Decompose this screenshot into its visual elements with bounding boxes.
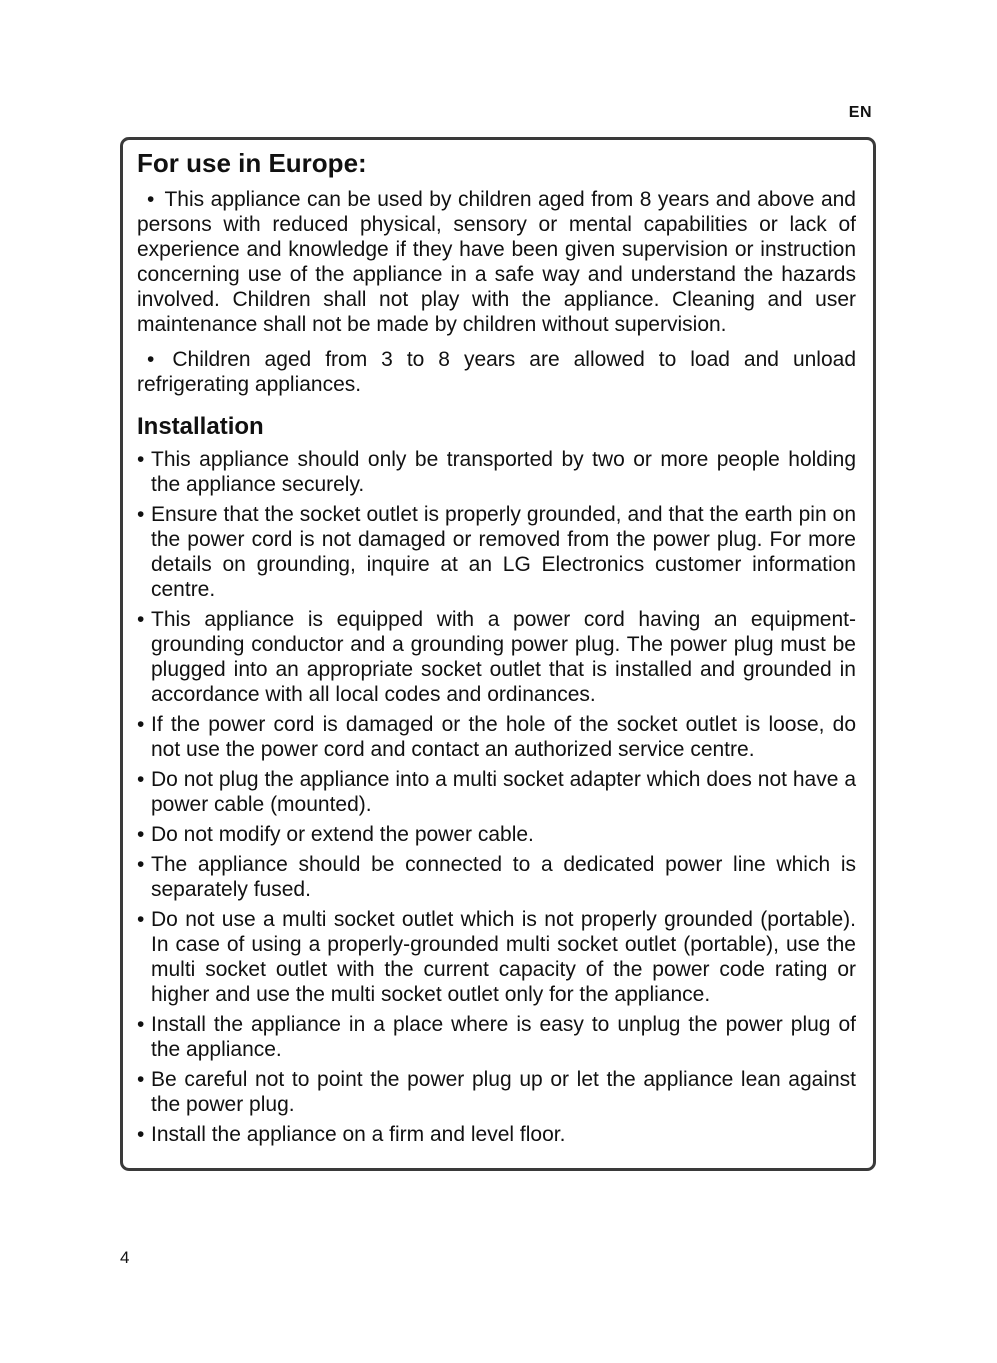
installation-list <box>137 447 856 1147</box>
bullet-text: This appliance can be used by children aged from 8 years and above and persons with reduced physical, sensory or mental capabilities or lack of experience and knowledge if they have been given supervision or instruction concerning use of the appliance in a safe way and understand the hazards involved. Children shall not play with the appliance. Cleaning and user maintenance shall not be made by children without supervision. <box>137 188 856 336</box>
list-item <box>137 852 856 902</box>
page-number: 4 <box>120 1248 130 1267</box>
list-item <box>137 1122 856 1147</box>
bullet-text: Install the appliance on a firm and level floor. <box>151 1123 566 1146</box>
bullet-text: Be careful not to point the power plug up or let the appliance lean against the power plug. <box>151 1068 856 1116</box>
bullet-marker: • <box>137 853 145 876</box>
bullet-text: The appliance should be connected to a dedicated power line which is separately fused. <box>151 853 856 901</box>
list-item <box>137 447 856 497</box>
bullet-marker: • <box>137 908 145 931</box>
bullet-text: Children aged from 3 to 8 years are allowed to load and unload refrigerating appliances. <box>137 348 857 396</box>
language-label: EN <box>848 104 872 121</box>
bullet-text: Do not use a multi socket outlet which is not properly grounded (portable). In case of using a properly-grounded multi socket outlet (portable), use the multi socket outlet with the current capacity of the power code rating or higher and use the multi socket outlet only for the appliance. <box>151 908 856 1006</box>
bullet-marker: • <box>137 823 145 846</box>
bullet-text: This appliance is equipped with a power cord having an equipment-grounding conductor and a grounding power plug. The power plug must be plugged into an appropriate socket outlet that is installed and grounded in accordance with all local codes and ordinances. <box>151 608 856 706</box>
bullet-marker: • <box>137 1123 145 1146</box>
bullet-text: Install the appliance in a place where is easy to unplug the power plug of the appliance. <box>151 1013 856 1061</box>
list-item <box>137 907 856 1007</box>
bullet-text: If the power cord is damaged or the hole of the socket outlet is loose, do not use the power cord and contact an authorized service centre. <box>151 713 856 761</box>
bullet-text: Do not plug the appliance into a multi socket adapter which does not have a power cable (mounted). <box>151 768 856 816</box>
bullet-marker: • <box>137 1068 145 1091</box>
europe-bullet-paragraph <box>137 187 856 337</box>
list-item <box>137 502 856 602</box>
europe-bullet-paragraph <box>137 347 856 397</box>
list-item <box>137 1012 856 1062</box>
bullet-marker: • <box>137 608 145 631</box>
bullet-text: This appliance should only be transported by two or more people holding the appliance securely. <box>151 448 856 496</box>
bullet-marker: • <box>147 188 155 211</box>
installation-section-title: Installation <box>137 413 264 440</box>
europe-section-title: For use in Europe: <box>137 148 367 178</box>
bullet-marker: • <box>137 1013 145 1036</box>
list-item <box>137 607 856 707</box>
bullet-marker: • <box>137 503 145 526</box>
list-item <box>137 712 856 762</box>
bullet-marker: • <box>137 768 145 791</box>
bullet-marker: • <box>137 448 145 471</box>
bullet-marker: • <box>137 713 145 736</box>
list-item <box>137 1067 856 1117</box>
list-item <box>137 822 856 847</box>
safety-instructions-box <box>120 137 876 1171</box>
bullet-text: Ensure that the socket outlet is properly grounded, and that the earth pin on the power cord is not damaged or removed from the power plug. For more details on grounding, inquire at an LG Electronics customer information centre. <box>151 503 856 601</box>
bullet-marker: • <box>147 348 155 371</box>
bullet-text: Do not modify or extend the power cable. <box>151 823 534 846</box>
list-item <box>137 767 856 817</box>
